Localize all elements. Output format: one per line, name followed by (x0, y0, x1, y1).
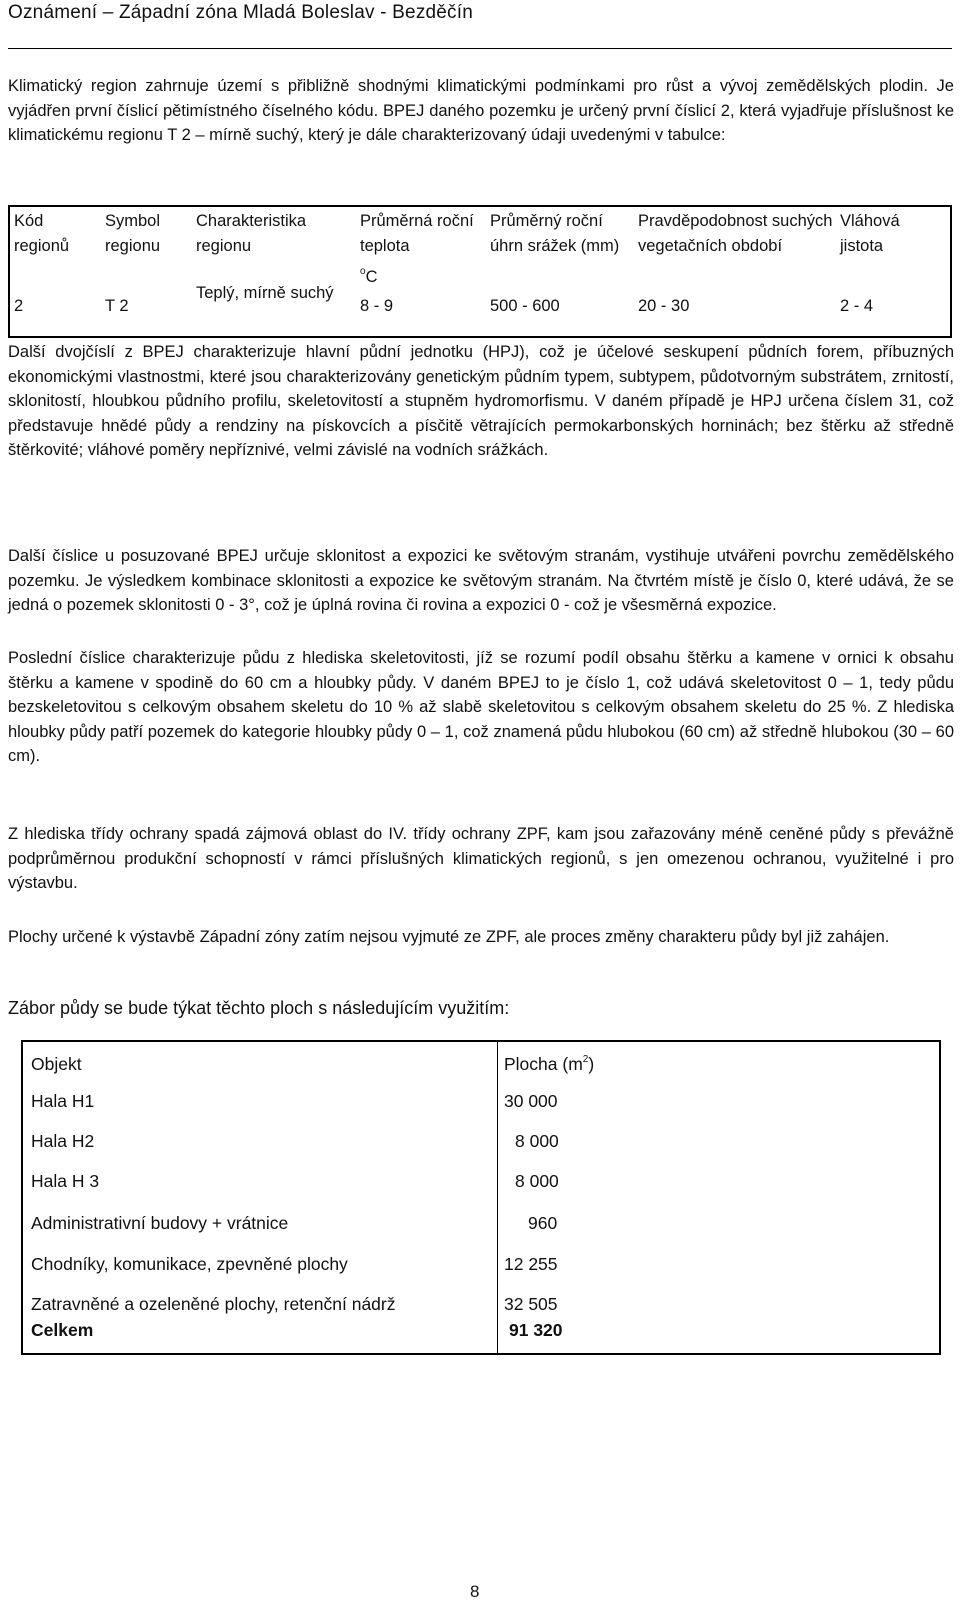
row-plocha: 8 000 (515, 1131, 559, 1151)
header-plocha (504, 1054, 594, 1075)
row-plocha: 30 000 (504, 1091, 558, 1111)
cell-vlaha: 2 - 4 (840, 297, 874, 315)
header-charakteristika-regionu: Charakteristika regionu (196, 212, 307, 255)
table-total-row (23, 1312, 939, 1353)
cell-teplota: 8 - 9 (360, 297, 394, 315)
celsius-unit: C (365, 268, 378, 286)
total-value: 91 320 (509, 1320, 563, 1340)
row-objekt: Administrativní budovy + vrátnice (31, 1213, 289, 1233)
table-row (23, 1123, 939, 1164)
object-area-table (21, 1040, 941, 1355)
row-plocha: 960 (528, 1213, 558, 1233)
paragraph-hpj: Další dvojčíslí z BPEJ charakterizuje hlavní půdní jednotku (HPJ), což je účelové seskupení půdních forem, příbuzných ekonomickými vlastnostmi, které jsou charakterizovány genetickým půdním typem, subtypem, půdotvorným substrátem, zrnitostí, sklonitostí, hloubkou půdního profilu, skeletovitostí a stupněm hydromorfismu. V daném případě je HPJ určena číslem 31, což představuje hnědé půdy a rendziny na pískovcích a písčitě větrajících permokarbonských horninách; bez štěrku až středně štěrkovité; vláhové poměry nepříznivé, velmi závislé na vodních srážkách. (8, 343, 954, 459)
header-prumerny-uhrn-srazek: Průměrný roční úhrn srážek (mm) (490, 212, 620, 255)
header-plocha-superscript: 2 (582, 1054, 589, 1065)
row-plocha: 8 000 (515, 1171, 559, 1191)
table-row (23, 1163, 939, 1204)
header-prumerna-teplota (360, 209, 485, 290)
header-symbol-regionu: Symbol regionu (105, 212, 161, 255)
paragraph-plochy-vystavba: Plochy určené k výstavbě Západní zóny zatím nejsou vyjmuté ze ZPF, ale proces změny charakteru půdy byl již zahájen. (8, 928, 890, 946)
cell-symbol: T 2 (105, 297, 129, 315)
section-title-zabor-pudy: Zábor půdy se bude týkat těchto ploch s následujícím využitím: (8, 998, 510, 1018)
row-objekt: Hala H 3 (31, 1171, 100, 1191)
header-plocha-text: Plocha (m (504, 1054, 583, 1074)
degree-superscript: o (360, 266, 366, 277)
table-row (23, 1083, 939, 1124)
paragraph-sklonitost: Další číslice u posuzované BPEJ určuje sklonitost a expozici ke světovým stranám, vystihuje utvářeni povrchu zemědělského pozemku. Je výsledkem kombinace sklonitosti a expozice ke světovým stranám. Na čtvrtém místě je číslo 0, které udává, že se jedná o pozemek sklonitosti 0 - 3°, což je úplná rovina či rovina a expozici 0 - což je všesměrná expozice. (8, 547, 954, 614)
paragraph-klimaticky-region: Klimatický region zahrnuje území s přibližně shodnými klimatickými podmínkami pro růst a vývoj zemědělských plodin. Je vyjádřen první číslicí pětimístného číselného kódu. BPEJ daného pozemku je určený první číslicí 2, která vyjadřuje příslušnost ke klimatickému regionu T 2 – mírně suchý, který je dále charakterizovaný údaji uvedenými v tabulce: (8, 77, 954, 144)
page-number: 8 (470, 1582, 480, 1601)
header-prumerna-teplota-text: Průměrná roční teplota (360, 212, 474, 255)
table-header-row (23, 1042, 939, 1083)
cell-kod: 2 (14, 297, 24, 315)
header-title: Oznámení – Západní zóna Mladá Boleslav - Bezděčín (8, 2, 474, 23)
row-objekt: Zatravněné a ozeleněné plochy, retenční nádrž (31, 1294, 396, 1314)
header-pravdepodobnost-suchych-obdobi: Pravděpodobnost suchých vegetačních období (638, 212, 833, 255)
cell-pravdepodobnost: 20 - 30 (638, 297, 690, 315)
header-vlahova-jistota: Vláhová jistota (840, 212, 900, 255)
region-table (8, 205, 952, 338)
row-objekt: Chodníky, komunikace, zpevněné plochy (31, 1254, 348, 1274)
row-plocha: 32 505 (504, 1294, 558, 1314)
row-objekt: Hala H2 (31, 1131, 95, 1151)
table-row (23, 1246, 939, 1287)
paragraph-skeletovitost: Poslední číslice charakterizuje půdu z hlediska skeletovitosti, jíž se rozumí podíl obsahu štěrku a kamene v ornici k obsahu štěrku a kamene v spodině do 60 cm a hloubky půdy. V daném BPEJ to je číslo 1, což udává skeletovitost 0 – 1, tedy půdu bezskeletovitou s celkovým obsahem skeletu do 10 % až slabě skeletovitou s celkovým obsahem skeletu do 25 %. Z hlediska hloubky půdy patří pozemek do kategorie hloubky půdy 0 – 1, což znamená půdu hlubokou (60 cm) až středně hlubokou (30 – 60 cm). (8, 649, 954, 765)
header-plocha-close: ) (588, 1054, 595, 1074)
total-label: Celkem (31, 1320, 94, 1340)
cell-srazky: 500 - 600 (490, 297, 560, 315)
page-header (8, 0, 952, 49)
row-plocha: 12 255 (504, 1254, 558, 1274)
header-objekt: Objekt (31, 1054, 82, 1074)
header-kod-regionu: Kód regionů (14, 212, 70, 255)
table-row (23, 1205, 939, 1246)
paragraph-trida-ochrany: Z hlediska třídy ochrany spadá zájmová oblast do IV. třídy ochrany ZPF, kam jsou zařazovány méně ceněné půdy s převážně podprůměrnou produkční schopností v rámci příslušných klimatických regionů, s jen omezenou ochranou, využitelné i pro výstavbu. (8, 825, 954, 892)
row-objekt: Hala H1 (31, 1091, 95, 1111)
cell-charakteristika: Teplý, mírně suchý (196, 284, 334, 302)
